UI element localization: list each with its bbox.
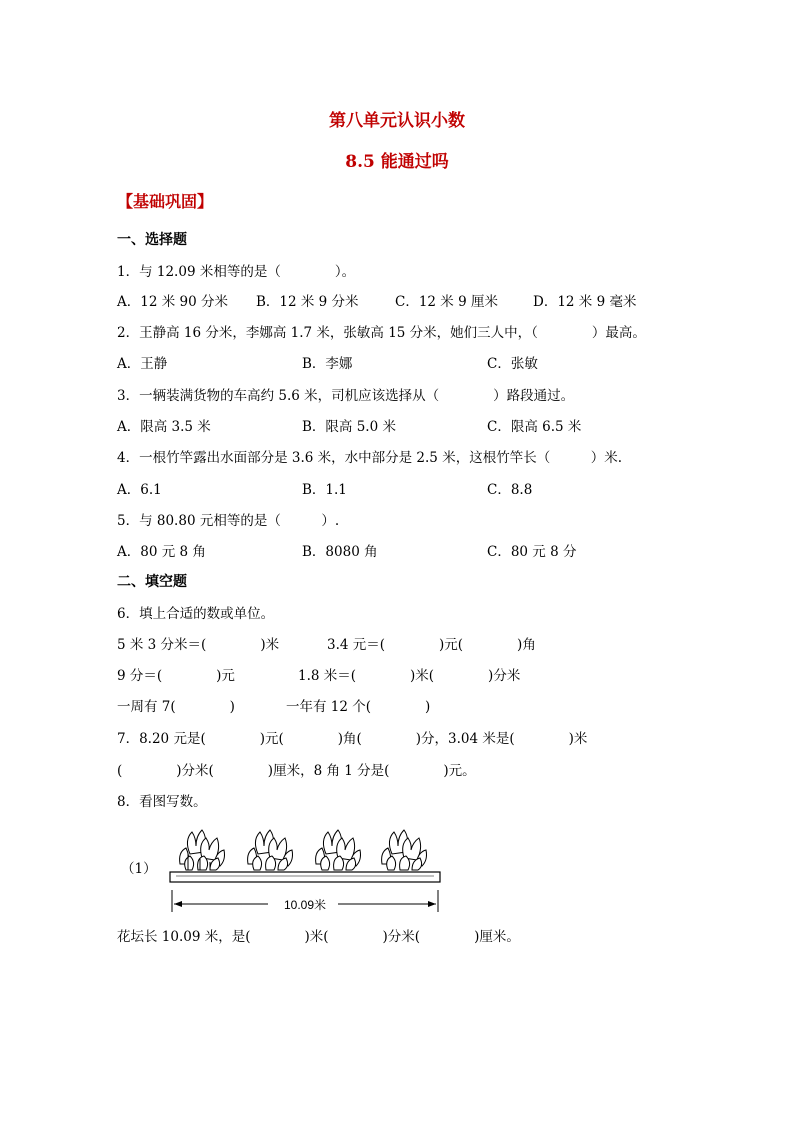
q2-stem: 2．王静高 16 分米，李娜高 1.7 米，张敏高 15 分米，她们三人中，（ ）最高。: [117, 325, 646, 341]
q7-line2: ( )分米( )厘米，8 角 1 分是( )元。: [117, 763, 476, 779]
q4-stem: 4．一根竹竿露出水面部分是 3.6 米，水中部分是 2.5 米，这根竹竿长（ ）米.: [117, 450, 622, 466]
q5-option-a: A．80 元 8 角: [117, 544, 206, 560]
page-subtitle: 8.5 能通过吗: [345, 152, 449, 172]
q1-stem: 1．与 12.09 米相等的是（ ）。: [117, 264, 356, 280]
q1-option-b: B．12 米 9 分米: [256, 294, 359, 310]
part2-heading: 二、填空题: [117, 574, 187, 590]
planter-box: [170, 872, 440, 882]
q1-option-a: A．12 米 90 分米: [117, 294, 228, 310]
q6-row2-right: 1.8 米＝( )米( )分米: [298, 668, 521, 684]
q1-option-c: C．12 米 9 厘米: [395, 294, 498, 310]
q8-answer: 花坛长 10.09 米，是( )米( )分米( )厘米。: [117, 929, 520, 945]
q3-stem: 3．一辆装满货物的车高约 5.6 米，司机应该选择从（ ）路段通过。: [117, 388, 575, 404]
q4-option-a: A．6.1: [117, 482, 162, 498]
section-basic: 【基础巩固】: [117, 192, 214, 211]
figure-length-label: 10.09米: [283, 898, 327, 912]
q8-sub-label: （1）: [121, 861, 157, 877]
q5-option-c: C．80 元 8 分: [487, 544, 577, 560]
q4-option-c: C．8.8: [487, 482, 533, 498]
q5-stem: 5．与 80.80 元相等的是（ ）.: [117, 513, 340, 529]
q7-line1: 7．8.20 元是( )元( )角( )分，3.04 米是( )米: [117, 731, 588, 747]
q2-option-a: A．王静: [117, 356, 168, 372]
q6-row1-right: 3.4 元＝( )元( )角: [327, 637, 536, 653]
q3-option-c: C．限高 6.5 米: [487, 419, 582, 435]
q6-row3-right: 一年有 12 个( ): [286, 699, 431, 715]
q2-option-b: B．李娜: [302, 356, 353, 372]
q6-row1-left: 5 米 3 分米＝( )米: [117, 637, 280, 653]
q1-option-d: D．12 米 9 毫米: [533, 294, 637, 310]
q8-stem: 8．看图写数。: [117, 794, 207, 810]
q5-option-b: B．8080 角: [302, 544, 378, 560]
page-title: 第八单元认识小数: [329, 111, 465, 131]
q3-option-b: B．限高 5.0 米: [302, 419, 396, 435]
q3-option-a: A．限高 3.5 米: [117, 419, 211, 435]
flowers-icon: [180, 830, 427, 870]
q6-stem: 6．填上合适的数或单位。: [117, 606, 275, 622]
q6-row2-left: 9 分＝( )元: [117, 668, 235, 684]
q2-option-c: C．张敏: [487, 356, 538, 372]
q6-row3-left: 一周有 7( ): [117, 699, 235, 715]
part1-heading: 一、选择题: [117, 232, 187, 248]
q4-option-b: B．1.1: [302, 482, 347, 498]
